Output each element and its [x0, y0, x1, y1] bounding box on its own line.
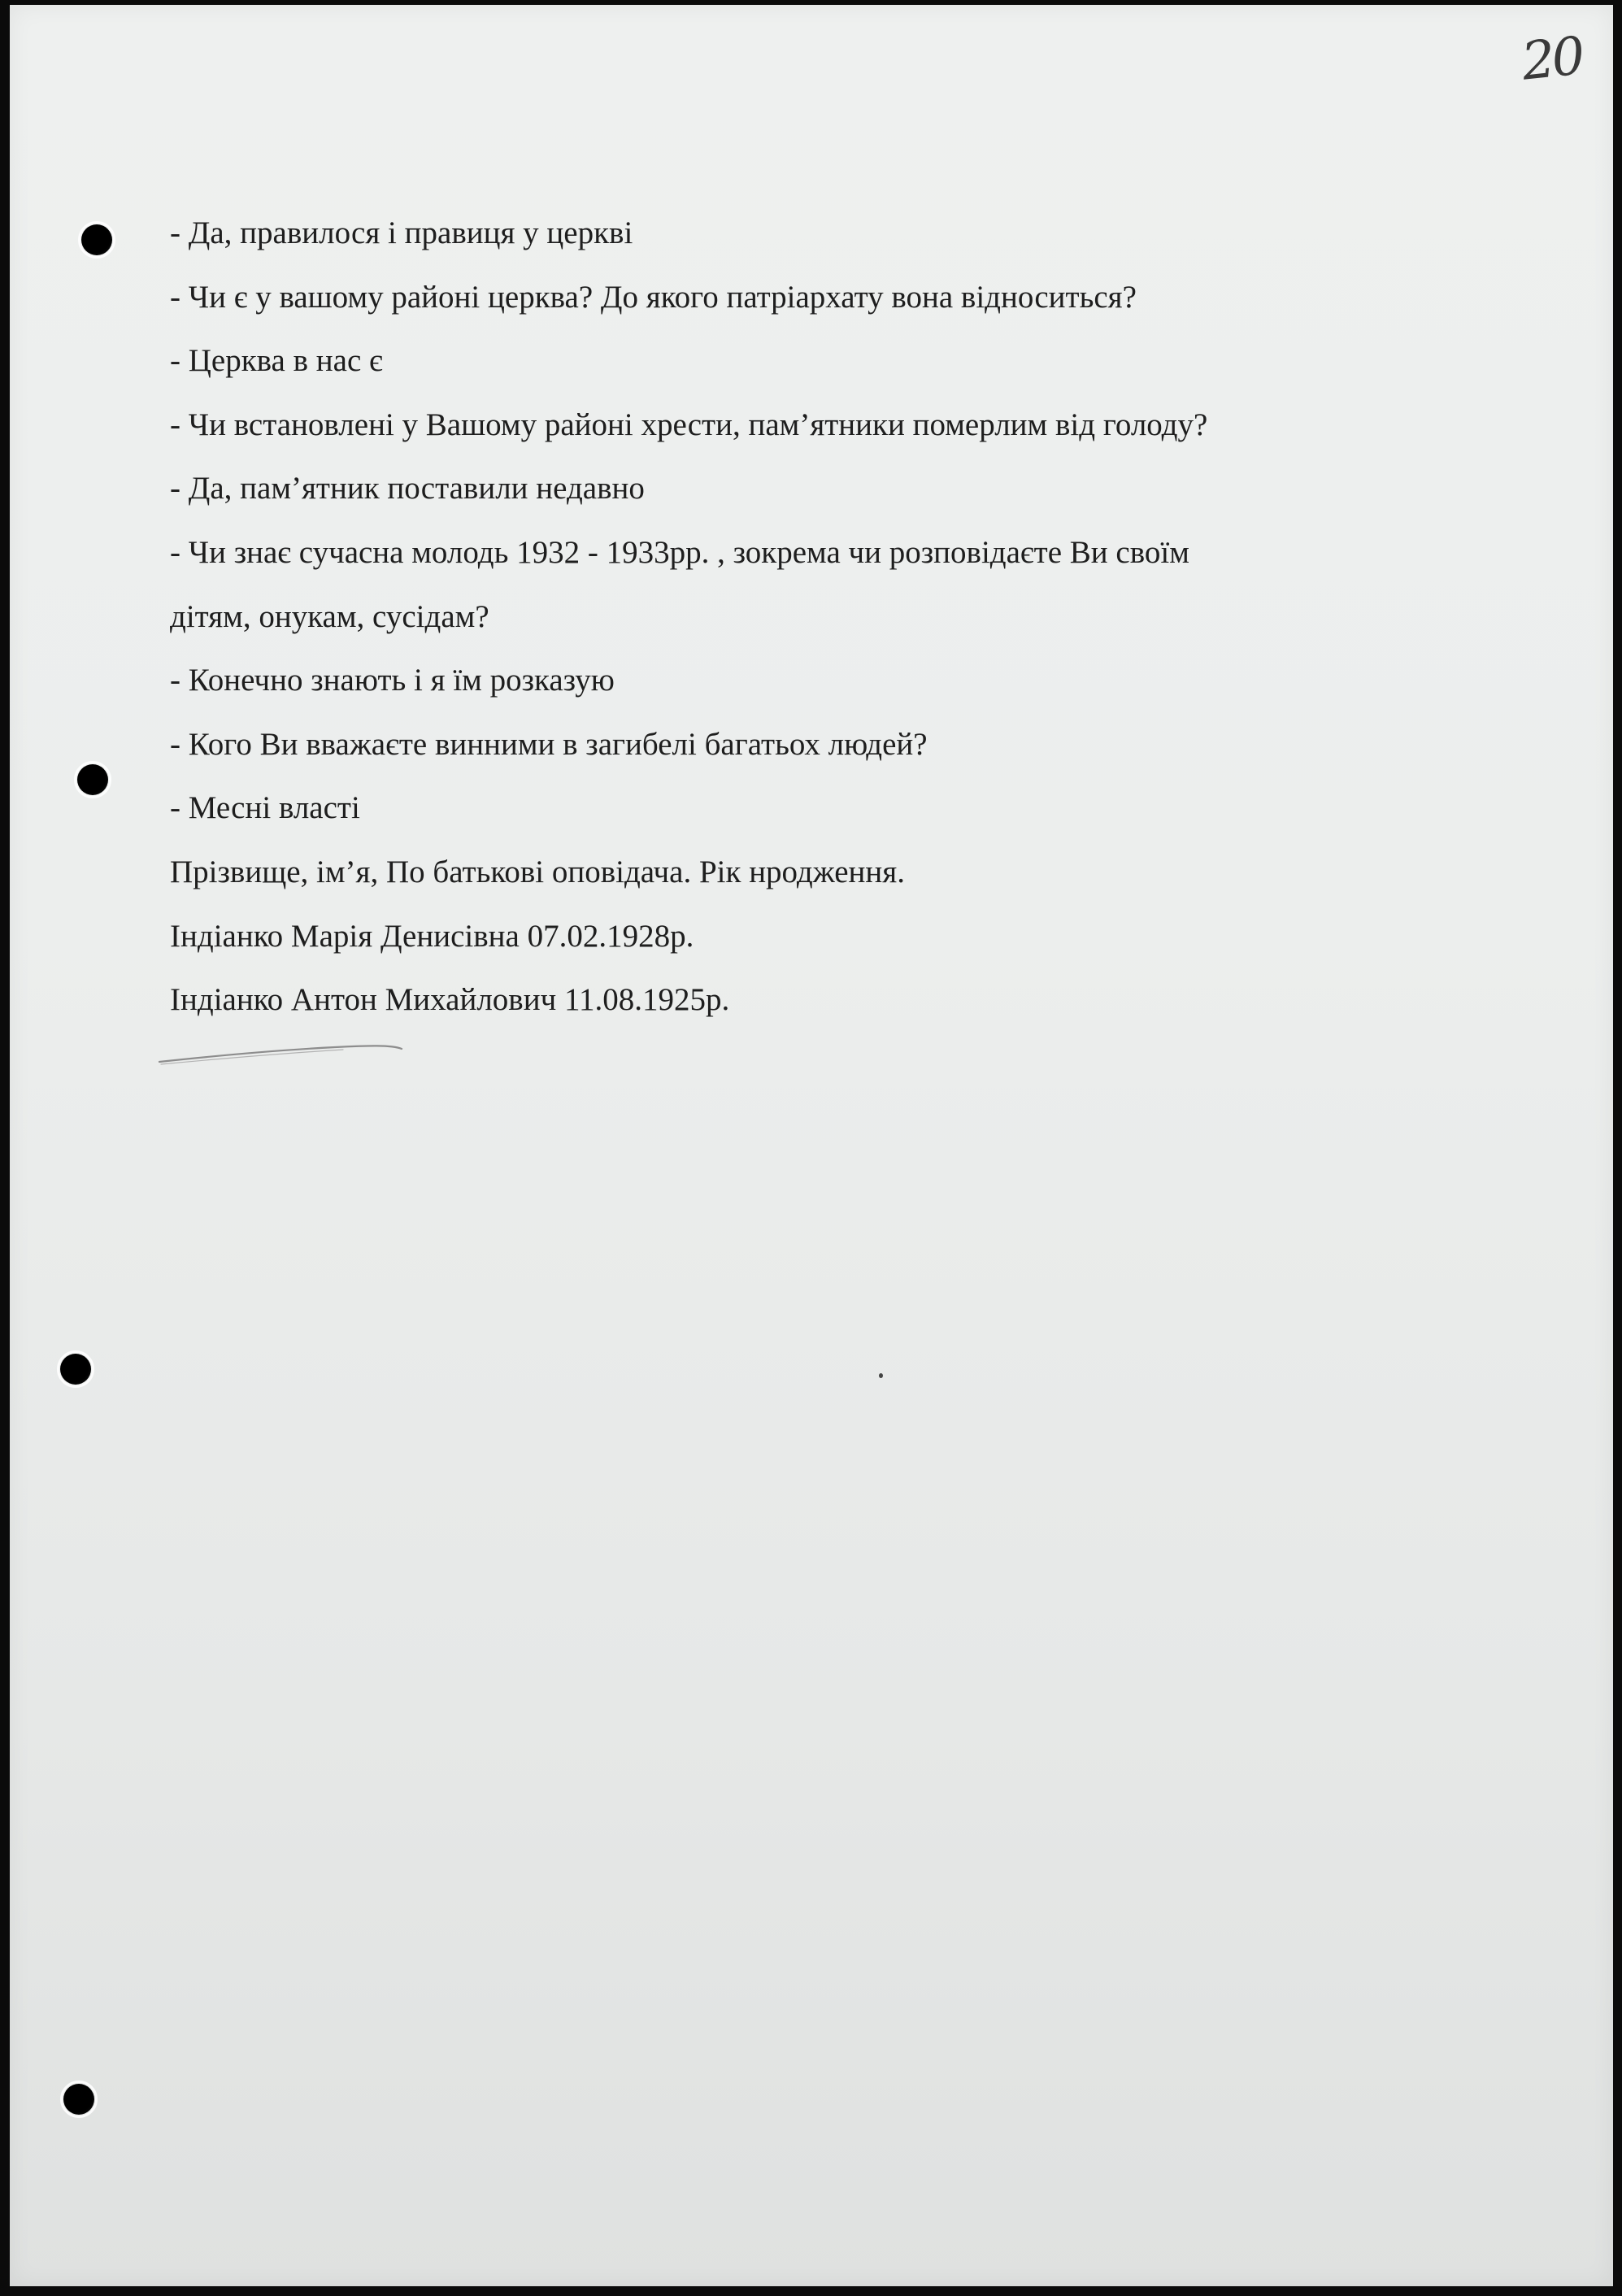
text-line: - Чи є у вашому районі церква? До якого патріархату вона відноситься? — [170, 279, 1137, 315]
text-line: - Чи встановлені у Вашому районі хрести, пам’ятники померлим від голоду? — [170, 407, 1208, 442]
punch-hole — [77, 764, 108, 795]
punch-hole — [60, 1354, 91, 1385]
interview-text — [170, 202, 1471, 1033]
text-line: - Да, правилося і правиця у церкві — [170, 215, 633, 250]
text-line: дітям, онукам, сусідам? — [170, 598, 489, 634]
punch-hole — [63, 2084, 94, 2115]
paper-speck — [879, 1373, 883, 1378]
text-line: Індіанко Антон Михайлович 11.08.1925р. — [170, 982, 730, 1018]
text-line: - Конечно знають і я їм розказую — [170, 663, 615, 698]
text-line: - Кого Ви вважаєте винними в загибелі багатьох людей? — [170, 726, 928, 762]
text-line: Індіанко Марія Денисівна 07.02.1928р. — [170, 918, 694, 954]
text-line: - Церква в нас є — [170, 343, 383, 379]
text-line: - Да, пам’ятник поставили недавно — [170, 471, 645, 507]
text-line: Прізвище, ім’я, По батькові оповідача. Рік нродження. — [170, 854, 905, 889]
text-line: - Месні власті — [170, 790, 360, 826]
text-line: - Чи знає сучасна молодь 1932 - 1933рр. , зокрема чи розповідаєте Ви своїм — [170, 534, 1189, 570]
handwritten-page-number: 20 — [1519, 26, 1585, 93]
punch-hole — [81, 224, 112, 255]
pencil-underline-mark — [156, 1037, 408, 1070]
paper-sheet — [10, 5, 1613, 2286]
